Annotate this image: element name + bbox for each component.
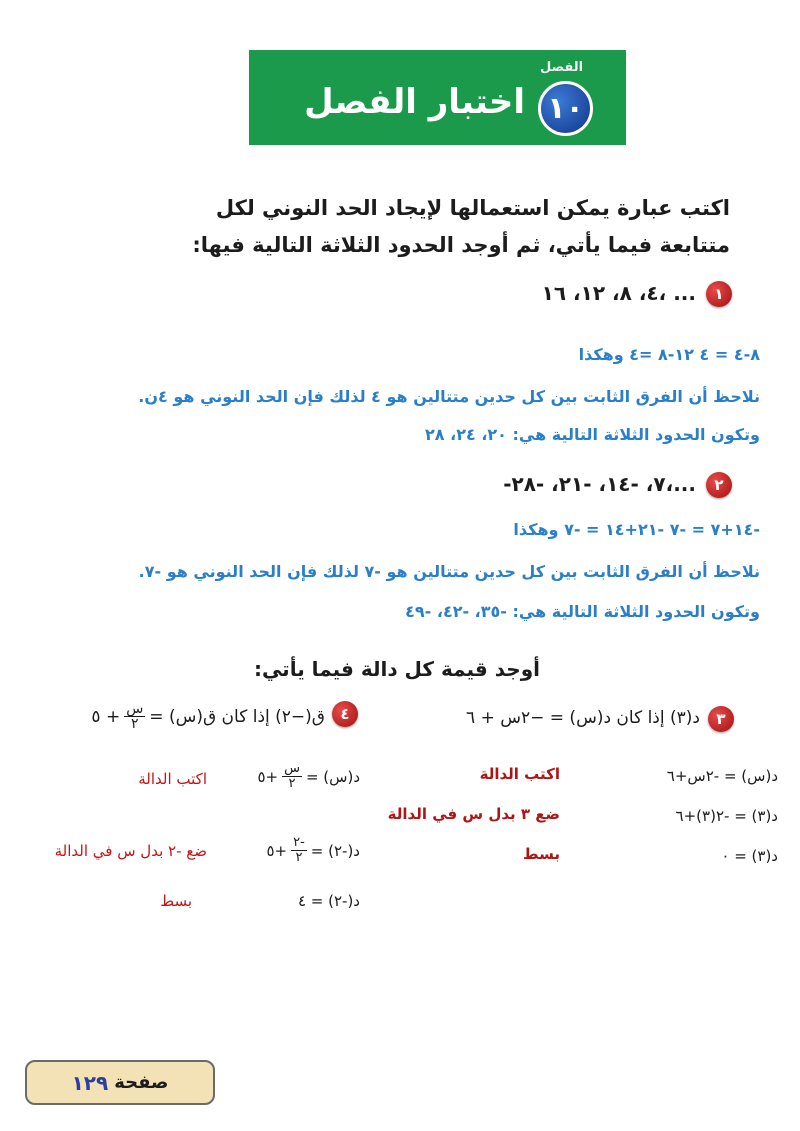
problem-2-solution-line-3: وتكون الحدود الثلاثة التالية هي: -٣٥، -٤٢، -٤٩	[405, 602, 760, 621]
problem-1-solution-line-2: نلاحظ أن الفرق الثابت بين كل حدين متتالين هو ٤ لذلك فإن الحد النوني هو ٤ن.	[138, 387, 760, 406]
chapter-title: اختبار الفصل	[304, 82, 525, 122]
problem-1-solution-line-1: ٨-٤ = ٤ ١٢-٨ =٤ وهكذا	[578, 345, 760, 364]
p4-step-1-fraction: س ٢	[284, 761, 300, 791]
p4-step-1-note: اكتب الدالة	[138, 770, 207, 788]
problem-2-sequence: -٧، -١٤، -٢١، -٢٨،...	[503, 472, 696, 496]
chapter-number: ١٠	[547, 91, 584, 126]
problem-4-fraction: س ٢	[126, 701, 144, 732]
p4-step-2-expr: د(-٢) = -٢ ٢ +٥	[266, 835, 360, 865]
problem-1-solution-line-3: وتكون الحدود الثلاثة التالية هي: ٢٠، ٢٤، ٢٨	[425, 425, 760, 444]
problem-4-statement: ق(−٢) إذا كان ق(س) = س ٢ + ٥	[91, 701, 325, 732]
p3-step-1-note: اكتب الدالة	[479, 765, 560, 783]
page-number: ١٢٩	[71, 1070, 109, 1095]
p4-step-2-fraction: -٢ ٢	[293, 835, 305, 865]
problem-1-badge: ١	[706, 281, 732, 307]
problem-3-badge: ٣	[708, 706, 734, 732]
chapter-label: الفصل	[540, 60, 584, 75]
p3-step-3-expr: د(٣) = ٠	[721, 847, 778, 865]
p3-step-1-expr: د(س) = -٢س+٦	[666, 767, 778, 785]
problem-3-statement: د(٣) إذا كان د(س) = −٢س + ٦	[466, 708, 700, 728]
functions-heading: أوجد قيمة كل دالة فيما يأتي:	[253, 657, 540, 681]
p3-step-2-expr: د(٣) = -٢(٣)+٦	[675, 807, 778, 825]
instruction-line-2: متتابعة فيما يأتي، ثم أوجد الحدود الثلاثة التالية فيها:	[192, 233, 730, 257]
p3-step-3-note: بسط	[523, 845, 560, 863]
p3-step-2-note: ضع ٣ بدل س في الدالة	[387, 805, 560, 823]
p4-step-3-expr: د(-٢) = ٤	[297, 892, 360, 910]
page-number-box	[25, 1060, 215, 1105]
problem-2-badge: ٢	[706, 472, 732, 498]
p4-step-1-expr: د(س) = س ٢ +٥	[257, 761, 360, 791]
problem-2-solution-line-2: نلاحظ أن الفرق الثابت بين كل حدين متتالين هو -٧ لذلك فإن الحد النوني هو -٧.	[138, 562, 760, 581]
p4-step-2-note: ضع -٢ بدل س في الدالة	[54, 842, 207, 860]
problem-1-sequence: ٤، ٨، ١٢، ١٦، ...	[541, 281, 696, 305]
instruction-line-1: اكتب عبارة يمكن استعمالها لإيجاد الحد النوني لكل	[215, 196, 730, 220]
problem-4-badge: ٤	[332, 701, 358, 727]
problem-2-solution-line-1: -١٤+٧ = -٧ -٢١+١٤ = -٧ وهكذا	[513, 520, 760, 539]
page-word: صفحة	[114, 1072, 169, 1093]
chapter-number-badge	[538, 81, 593, 136]
p4-step-3-note: بسط	[160, 892, 192, 910]
